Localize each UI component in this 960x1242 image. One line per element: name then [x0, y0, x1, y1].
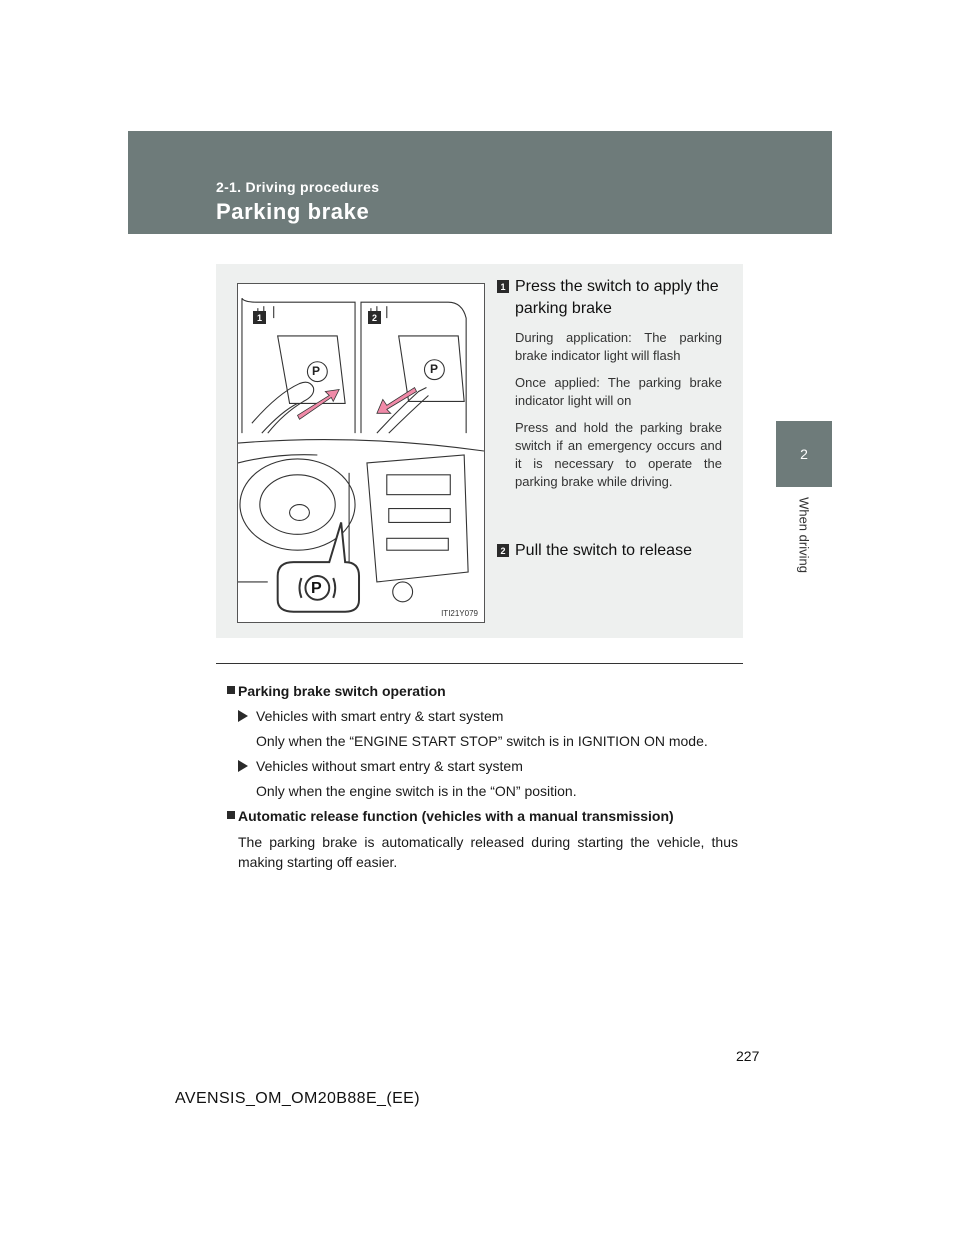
step-1-figure-badge: 1	[253, 311, 266, 324]
step-2-figure-badge: 2	[368, 311, 381, 324]
step-1-note-1: During application: The parking brake indicator light will flash	[515, 330, 722, 363]
step-1	[497, 276, 722, 491]
parking-brake-illustration	[237, 283, 485, 623]
p-symbol-callout: P	[311, 580, 322, 597]
switch-operation-heading: Parking brake switch operation	[238, 681, 748, 701]
step-2-badge: 2	[497, 544, 509, 557]
section-divider	[216, 663, 743, 664]
page-number: 227	[736, 1048, 760, 1064]
no-smart-entry-detail: Only when the engine switch is in the “ON” position.	[256, 783, 577, 799]
chapter-label: When driving	[796, 497, 812, 573]
step-2-text: Pull the switch to release	[515, 542, 692, 559]
page-title: Parking brake	[216, 199, 370, 224]
document-code: AVENSIS_OM_OM20B88E_(EE)	[175, 1090, 420, 1107]
step-1-note-2: Once applied: The parking brake indicator light will on	[515, 375, 722, 408]
chapter-tab[interactable]	[776, 421, 832, 487]
auto-release-heading: Automatic release function (vehicles with a manual transmission)	[238, 806, 748, 826]
step-1-note-3: Press and hold the parking brake switch if an emergency occurs and it is necessary to operate the parking brake while driving.	[515, 420, 722, 489]
step-1-badge: 1	[497, 280, 509, 293]
no-smart-entry-label: Vehicles without smart entry & start system	[256, 756, 746, 776]
section-label: 2-1. Driving procedures	[216, 179, 380, 195]
smart-entry-detail: Only when the “ENGINE START STOP” switch is in IGNITION ON mode.	[256, 733, 708, 749]
p-symbol-left: P	[312, 364, 321, 378]
chapter-number: 2	[800, 446, 808, 462]
smart-entry-label: Vehicles with smart entry & start system	[256, 706, 746, 726]
p-symbol-right: P	[430, 362, 439, 376]
dashboard-drawing	[238, 284, 484, 622]
step-1-text: Press the switch to apply the parking brake	[515, 278, 719, 317]
auto-release-text: The parking brake is automatically released during starting the vehicle, thus making starting off easier.	[238, 834, 738, 870]
figure-code: ITI21Y079	[441, 609, 478, 618]
step-2	[497, 540, 722, 562]
